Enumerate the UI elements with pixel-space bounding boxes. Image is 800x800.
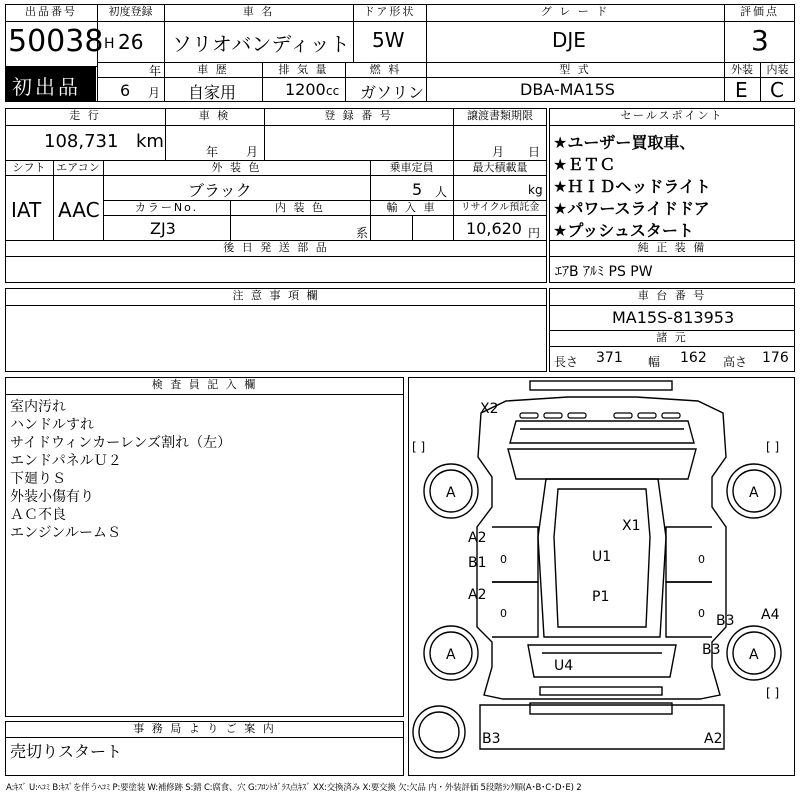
inspector-line-5: 下廻りＳ bbox=[10, 471, 66, 487]
sales-point-3: ★ＨＩＤヘッドライト bbox=[553, 177, 711, 196]
svg-text:0: 0 bbox=[698, 607, 705, 620]
fuel: ガソリン bbox=[360, 83, 425, 102]
aircon: AAC bbox=[58, 198, 100, 222]
inspector-line-1: 室内汚れ bbox=[10, 399, 66, 415]
model-code-label: 型 式 bbox=[559, 63, 591, 76]
plate-label: 登 録 番 号 bbox=[324, 109, 393, 122]
mark-rear-left-door: A2 bbox=[468, 587, 487, 603]
mark-u4: U4 bbox=[554, 658, 574, 674]
width-label: 幅 bbox=[648, 355, 661, 369]
shift-label: シフト bbox=[12, 161, 46, 174]
mark-b1: B1 bbox=[468, 555, 487, 571]
first-listing-label: 初出品 bbox=[12, 75, 81, 99]
mileage-label: 走 行 bbox=[69, 109, 101, 122]
vehicle-history: 自家用 bbox=[188, 83, 237, 102]
mark-x1: X1 bbox=[622, 518, 641, 534]
color-code-label: カラーNo. bbox=[134, 201, 199, 214]
office-label: 事 務 局 よ り ご 案 内 bbox=[133, 722, 276, 735]
mark-x2: X2 bbox=[480, 401, 499, 417]
displacement-unit: cc bbox=[326, 84, 340, 98]
color-code: ZJ3 bbox=[150, 219, 176, 238]
bracket-rear-right: [ ] bbox=[766, 686, 780, 700]
svg-text:0: 0 bbox=[500, 607, 507, 620]
parts-label: 後 日 発 送 部 品 bbox=[223, 241, 329, 254]
shift: IAT bbox=[11, 198, 42, 222]
bracket-front-right: [ ] bbox=[766, 440, 780, 454]
svg-text:0: 0 bbox=[698, 553, 705, 566]
mileage-unit: km bbox=[136, 131, 164, 152]
seats: 5 bbox=[412, 180, 423, 199]
height: 176 bbox=[762, 350, 789, 366]
transfer-month-unit: 月 bbox=[492, 145, 505, 159]
car-name-label: 車 名 bbox=[242, 5, 275, 18]
sales-point-5: ★プッシュスタート bbox=[553, 221, 694, 240]
mileage: 108,731 bbox=[44, 131, 119, 152]
car-body-diagram bbox=[408, 377, 795, 776]
max-load-label: 最大積載量 bbox=[472, 161, 528, 174]
transfer-deadline-label: 譲渡書類期限 bbox=[467, 109, 533, 122]
registration-year: 26 bbox=[118, 30, 144, 54]
mark-rear-bumper-left: B3 bbox=[482, 731, 501, 747]
registration-month: 6 bbox=[120, 81, 131, 100]
length: 371 bbox=[596, 350, 623, 366]
model-code: DBA-MA15S bbox=[520, 80, 615, 99]
interior-color-label: 内 装 色 bbox=[275, 201, 325, 214]
notes-label: 注 意 事 項 欄 bbox=[232, 289, 320, 302]
exterior-label: 外装 bbox=[731, 63, 753, 76]
inspector-line-7: ＡＣ不良 bbox=[10, 507, 66, 523]
legend-footer: A:ｷｽﾞ U:ﾍｺﾐ B:ｷｽﾞを伴うﾍｺﾐ P:要塗装 W:補修跡 S:錆 C:腐食、穴 G:ﾌﾛﾝﾄｶﾞﾗｽ点ｷｽﾞ XX:交換済み X:要交換 欠:欠品 内・外装評価 5段階ﾗﾝｸ順(A･B･C･D･E) 2 bbox=[6, 783, 582, 793]
aircon-label: エアコン bbox=[56, 161, 100, 174]
width: 162 bbox=[680, 350, 707, 366]
svg-text:0: 0 bbox=[500, 553, 507, 566]
exterior-color: ブラック bbox=[188, 181, 252, 200]
score-label: 評価点 bbox=[740, 5, 779, 18]
transfer-day-unit: 日 bbox=[528, 145, 541, 159]
chassis-label: 車 台 番 号 bbox=[637, 289, 707, 302]
inspector-label: 検 査 員 記 入 欄 bbox=[151, 378, 258, 391]
office-notice: 売切りスタート bbox=[10, 742, 123, 761]
mark-rear-right-quarter: B3 bbox=[702, 642, 721, 658]
mark-front-right-wheel: A bbox=[749, 485, 759, 501]
inspector-line-2: ハンドルすれ bbox=[10, 417, 94, 433]
displacement: 1200 bbox=[285, 80, 326, 99]
mark-a4: A4 bbox=[761, 607, 780, 623]
recycle-fee-unit: 円 bbox=[528, 226, 541, 240]
fuel-label: 燃 料 bbox=[369, 63, 402, 76]
recycle-fee-label: リサイクル預託金 bbox=[460, 202, 540, 213]
lot-number: 50038 bbox=[8, 24, 104, 59]
shaken-month-unit: 月 bbox=[246, 145, 259, 159]
equipment: ｴｱB ｱﾙﾐ PS PW bbox=[555, 264, 653, 280]
sales-point-1: ★ユーザー買取車、 bbox=[553, 133, 696, 152]
recycle-fee: 10,620 bbox=[466, 219, 522, 238]
mark-front-left-door: A2 bbox=[468, 530, 487, 546]
interior-color-unit: 系 bbox=[356, 226, 369, 240]
door-type: 5W bbox=[372, 28, 405, 52]
sales-points-label: セールスポイント bbox=[620, 109, 724, 122]
month-unit: 月 bbox=[148, 86, 161, 100]
length-label: 長さ bbox=[554, 355, 579, 369]
interior-label: 内装 bbox=[766, 63, 789, 76]
height-label: 高さ bbox=[723, 355, 748, 369]
first-registration-label: 初度登録 bbox=[108, 5, 153, 18]
seats-label: 乗車定員 bbox=[389, 161, 434, 174]
bracket-front-left: [ ] bbox=[412, 440, 426, 454]
mark-front-left-wheel: A bbox=[446, 485, 456, 501]
era: H bbox=[104, 36, 115, 52]
mark-p1: P1 bbox=[592, 589, 610, 605]
exterior-color-label: 外 装 色 bbox=[211, 161, 262, 174]
exterior-grade: E bbox=[735, 78, 748, 102]
seats-unit: 人 bbox=[435, 185, 448, 199]
chassis-number: MA15S-813953 bbox=[612, 308, 735, 327]
sales-point-2: ★ＥＴＣ bbox=[553, 155, 616, 174]
mark-rear-left-wheel: A bbox=[446, 647, 456, 663]
interior-grade: C bbox=[770, 78, 784, 102]
load-unit: kg bbox=[528, 183, 543, 197]
year-unit: 年 bbox=[149, 64, 162, 78]
mark-u1: U1 bbox=[592, 549, 612, 565]
mark-rear-right-door: B3 bbox=[716, 613, 735, 629]
grade: DJE bbox=[552, 28, 586, 52]
inspector-line-8: エンジンルームＳ bbox=[10, 525, 121, 541]
displacement-label: 排 気 量 bbox=[278, 63, 329, 76]
car-name: ソリオバンディット bbox=[172, 32, 350, 56]
sales-point-4: ★パワースライドドア bbox=[553, 199, 710, 218]
inspector-line-4: エンドパネルＵ２ bbox=[10, 453, 122, 469]
inspector-line-3: サイドウィンカーレンズ割れ（左） bbox=[10, 435, 232, 451]
mark-rear-bumper-right: A2 bbox=[704, 731, 723, 747]
lot-label: 出品番号 bbox=[25, 5, 77, 18]
grade-label: グ レ ー ド bbox=[540, 5, 610, 18]
shaken-year-unit: 年 bbox=[206, 145, 219, 159]
equipment-label: 純 正 装 備 bbox=[637, 241, 707, 254]
mark-rear-right-wheel: A bbox=[749, 647, 759, 663]
shaken-label: 車 検 bbox=[198, 109, 231, 122]
score: 3 bbox=[751, 24, 769, 57]
dims-label: 諸 元 bbox=[656, 331, 688, 344]
door-type-label: ドア形状 bbox=[363, 5, 416, 18]
history-label: 車 歴 bbox=[197, 63, 229, 76]
inspector-line-6: 外装小傷有り bbox=[10, 489, 94, 505]
import-label: 輸 入 車 bbox=[386, 201, 437, 214]
